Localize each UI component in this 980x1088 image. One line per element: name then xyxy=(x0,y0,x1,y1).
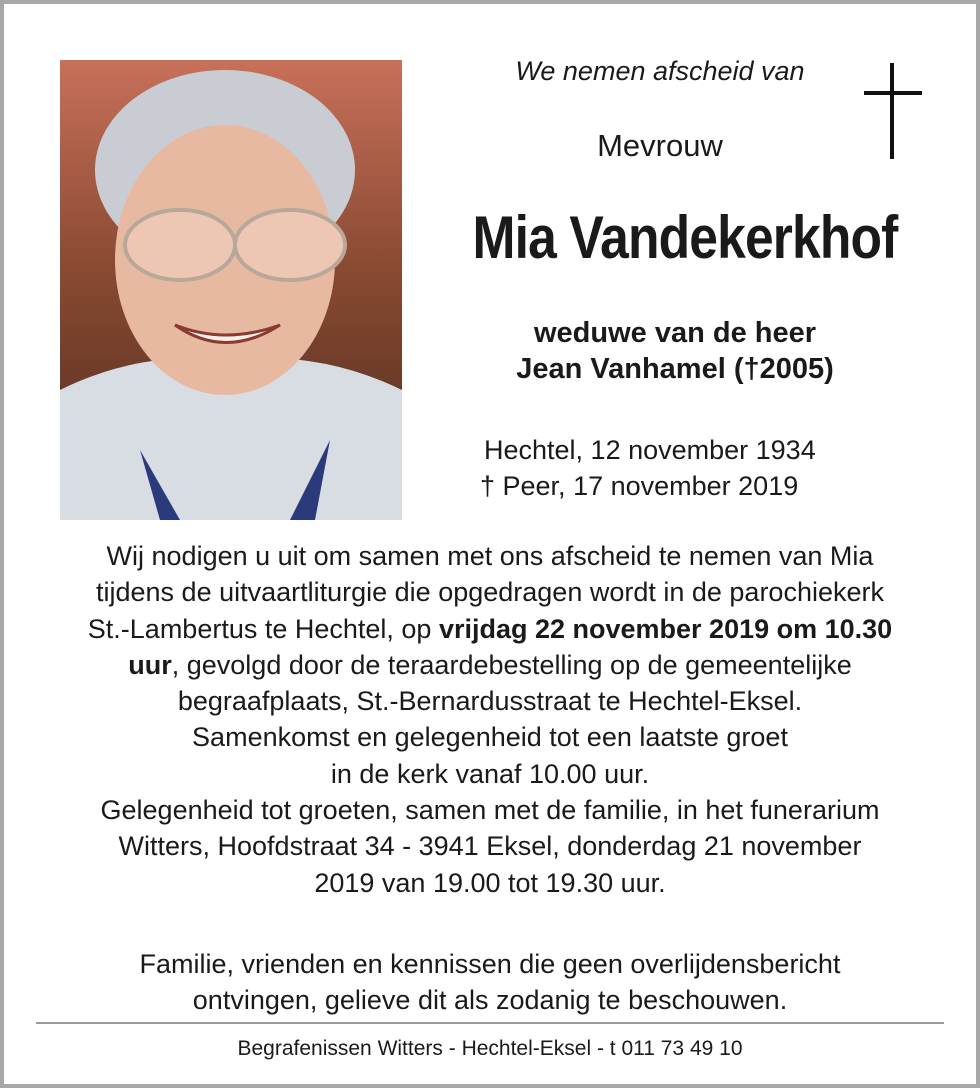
ceremony-datetime: vrijdag 22 november 2019 om 10.30 uur xyxy=(128,613,893,680)
intro-text: We nemen afscheid van xyxy=(515,56,805,86)
death-date: † Peer, 17 november 2019 xyxy=(480,471,799,501)
visitation-text: Gelegenheid tot groeten, samen met de familie, in het funerarium Witters, Hoofdstraat 34 - 3941 Eksel, donderdag 21 november 2019 van 19.00 tot 19.30 uur. xyxy=(100,795,880,898)
portrait-photo xyxy=(60,60,402,520)
birth-date: Hechtel, 12 november 1934 xyxy=(484,435,816,465)
spouse-line-1: weduwe van de heer xyxy=(533,317,817,349)
honorific: Mevrouw xyxy=(597,128,723,163)
ceremony-text xyxy=(40,538,940,901)
spouse-info xyxy=(420,315,930,387)
life-dates xyxy=(480,432,816,504)
divider xyxy=(36,1022,944,1024)
burial-text: , gevolgd door de teraardebestelling op de gemeentelijke begraafplaats, St.-Bernardusstraat te Hechtel-Eksel. xyxy=(171,649,852,717)
spouse-line-2: Jean Vanhamel (†2005) xyxy=(516,353,834,385)
deceased-name: Mia Vandekerkhof xyxy=(472,204,898,271)
funeral-home-footer: Begrafenissen Witters - Hechtel-Eksel - t 011 73 49 10 xyxy=(237,1037,743,1060)
gathering-text: Samenkomst en gelegenheid tot een laatste groet in de kerk vanaf 10.00 uur. xyxy=(192,722,788,789)
closing-text: Familie, vrienden en kennissen die geen overlijdensbericht ontvingen, gelieve dit als zodanig te beschouwen. xyxy=(139,949,841,1015)
invitation-text: Wij nodigen u uit om samen met ons afscheid te nemen van Mia tijdens de uitvaartliturgie die opgedragen wordt in de parochiekerk St.-Lambertus te Hechtel, op xyxy=(87,541,884,644)
